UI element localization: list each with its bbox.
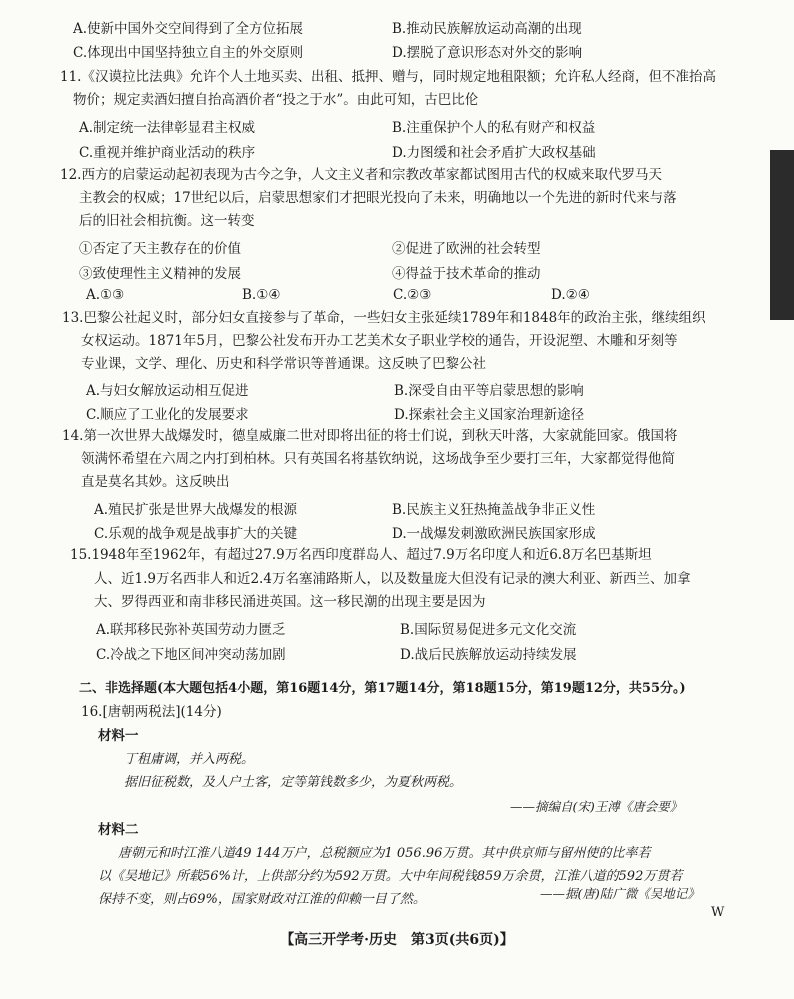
q12-statement-3: ③致使理性主义精神的发展 — [79, 266, 241, 282]
q15-stem-line2: 人、近1.9万名西非人和近2.4万名塞浦路斯人，以及数量庞大但没有记录的澳大利亚、新西兰、加拿 — [94, 571, 691, 587]
q15-option-b: B.国际贸易促进多元文化交流 — [400, 622, 577, 638]
material1-line1: 丁租庸调，并入两税。 — [124, 752, 255, 767]
q12-stem-line2: 主教会的权威；17世纪以后，启蒙思想家们才把眼光投向了未来，明确地以一个先进的新时代来与落 — [79, 190, 677, 206]
scan-edge-shadow — [770, 150, 794, 320]
page-marker-w: W — [711, 905, 725, 920]
q12-stem-line1: 12.西方的启蒙运动起初表现为古今之争，人文主义者和宗教改革家都试图用古代的权威来取代罗马天 — [60, 167, 662, 183]
q14-option-b: B.民族主义狂热掩盖战争非正义性 — [392, 502, 596, 518]
q10-option-c: C.体现出中国坚持独立自主的外交原则 — [73, 45, 304, 61]
q11-option-c: C.重视并维护商业活动的秩序 — [79, 145, 256, 161]
q10-option-d: D.摆脱了意识形态对外交的影响 — [392, 45, 583, 61]
material2-label: 材料二 — [98, 822, 139, 838]
q16-title: 16.[唐朝两税法](14分) — [81, 704, 222, 720]
q11-option-a: A.制定统一法律彰显君主权威 — [79, 120, 256, 136]
q13-option-d: D.探索社会主义国家治理新途径 — [394, 407, 585, 423]
material2-line1: 唐朝元和时江淮八道49 144万户，总税额应为1 056.96万贯。其中供京师与留州使的比率若 — [118, 846, 651, 861]
section2-heading: 二、非选择题(本大题包括4小题，第16题14分，第17题14分，第18题15分，第19题12分，共55分。) — [79, 681, 686, 696]
material2-line3: 保持不变，则占69%，国家财政对江淮的仰赖一目了然。 — [98, 892, 426, 907]
q15-option-d: D.战后民族解放运动持续发展 — [400, 647, 577, 663]
q12-option-d: D.②④ — [551, 287, 590, 303]
q12-statement-2: ②促进了欧洲的社会转型 — [392, 241, 541, 257]
q14-stem-line2: 领满怀希望在六周之内打到柏林。只有英国名将基钦纳说，这场战争至少要打三年，大家都觉得他简 — [81, 451, 675, 467]
q13-option-b: B.深受自由平等启蒙思想的影响 — [394, 383, 584, 399]
q12-statement-4: ④得益于技术革命的推动 — [392, 266, 541, 282]
q11-option-b: B.注重保护个人的私有财产和权益 — [392, 120, 596, 136]
q14-option-a: A.殖民扩张是世界大战爆发的根源 — [94, 502, 298, 518]
q15-stem-line1: 15.1948年至1962年，有超过27.9万名西印度群岛人、超过7.9万名印度人和近6.8万名巴基斯坦 — [70, 547, 652, 563]
q14-stem-line3: 直是莫名其妙。这反映出 — [81, 474, 230, 490]
q14-option-d: D.一战爆发刺激欧洲民族国家形成 — [392, 526, 596, 542]
q13-stem-line1: 13.巴黎公社起义时，部分妇女直接参与了革命，一些妇女主张延续1789年和1848年的政治主张，继续组织 — [62, 310, 706, 326]
q12-option-a: A.①③ — [86, 287, 125, 303]
q15-option-a: A.联邦移民弥补英国劳动力匮乏 — [96, 622, 286, 638]
q15-option-c: C.冷战之下地区间冲突动荡加剧 — [96, 647, 286, 663]
q13-stem-line3: 专业课，文学、理化、历史和科学常识等普通课。这反映了巴黎公社 — [81, 356, 486, 372]
q14-option-c: C.乐观的战争观是战事扩大的关键 — [94, 526, 298, 542]
q11-stem-line2: 物价；规定卖酒妇擅自抬高酒价者“投之于水”。由此可知，古巴比伦 — [73, 92, 479, 108]
q10-option-b: B.推动民族解放运动高潮的出现 — [392, 21, 582, 37]
q11-stem-line1: 11.《汉谟拉比法典》允许个人土地买卖、出租、抵押、赠与，同时规定地租限额；允许私人经商，但不准抬高 — [60, 69, 716, 85]
q12-option-b: B.①④ — [242, 287, 281, 303]
q13-option-a: A.与妇女解放运动相互促进 — [86, 383, 249, 399]
material2-source: ——据(唐)陆广微《吴地记》 — [540, 886, 700, 901]
q12-statement-1: ①否定了天主教存在的价值 — [79, 241, 241, 257]
q14-stem-line1: 14.第一次世界大战爆发时，德皇威廉二世对即将出征的将士们说，到秋天叶落，大家就能回家。俄国将 — [62, 428, 678, 444]
q12-stem-line3: 后的旧社会相抗衡。这一转变 — [79, 213, 255, 229]
q10-option-a: A.使新中国外交空间得到了全方位拓展 — [73, 21, 304, 37]
q13-option-c: C.顺应了工业化的发展要求 — [86, 407, 249, 423]
q11-option-d: D.力图缓和社会矛盾扩大政权基础 — [392, 145, 596, 161]
material2-line2: 以《吴地记》所载56%计，上供部分约为592万贯。大中年间税钱859万余贯，江淮八道的592万贯若 — [98, 869, 683, 884]
q13-stem-line2: 女权运动。1871年5月，巴黎公社发布开办工艺美术女子职业学校的通告，开设泥塑、木雕和牙刻等 — [81, 333, 678, 349]
material1-label: 材料一 — [98, 728, 139, 744]
q15-stem-line3: 大、罗得西亚和南非移民涌进英国。这一移民潮的出现主要是因为 — [94, 594, 486, 610]
page-footer: 【高三开学考·历史 第3页(共6页)】 — [280, 932, 514, 948]
material1-line2: 据旧征税数，及人户土客，定等第钱数多少，为夏秋两税。 — [124, 775, 463, 790]
q12-option-c: C.②③ — [393, 287, 432, 303]
material1-source: ——摘编自(宋)王溥《唐会要》 — [510, 799, 683, 814]
